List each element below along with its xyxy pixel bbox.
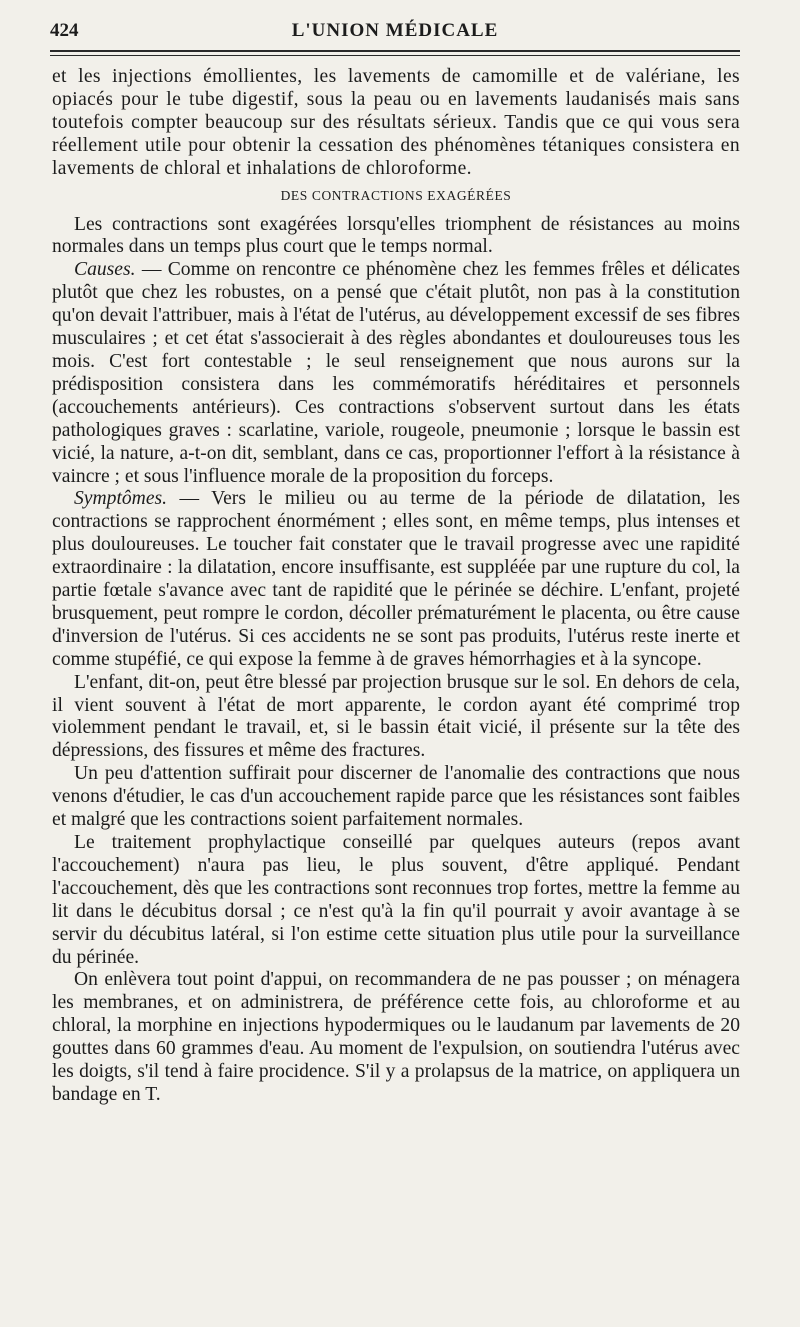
paragraph-continuation: et les injections émollientes, les lavements de camomille et de valériane, les opiacés pour le tube digestif, sous la peau ou en lavements laudanisés mais sans toutefois compter beaucoup sur des résultats sérieux. Tandis que ce qui vous sera réellement utile pour obtenir la cessation des phénomènes tétaniques consistera en lavements de chloral et inhalations de chloroforme. [52,66,740,179]
causes-text: — Comme on rencontre ce phénomène chez les femmes frêles et délicates plutôt que chez les robustes, on a pensé que c'était plutôt, non pas à la constitution qu'on devait l'attribuer, mais à l'état de l'utérus, au développement excessif de ses fibres musculaires ; et cet état s'associerait à des règles abondantes et douloureuses tous les mois. C'est fort contestable ; le seul renseignement que nous aurons sur la prédisposition consistera dans les commémoratifs héréditaires et personnels (accouchements antérieurs). Ces contractions s'observent surtout dans les états pathologiques graves : scarlatine, variole, rougeole, pneumonie ; lorsque le bassin est vicié, la nature, a-t-on dit, semblant, dans ce cas, proportionner l'effort à la résistance à vaincre ; et sous l'influence morale de la proposition du forceps. [52,259,740,487]
header-rule-thin [50,55,740,56]
paragraph-diagnostic: Un peu d'attention suffirait pour discerner de l'anomalie des contractions que nous venons d'étudier, le cas d'un accouchement rapide parce que les résistances sont faibles et malgré que les contractions soient parfaitement normales. [52,763,740,831]
paragraph-traitement: Le traitement prophylactique conseillé par quelques auteurs (repos avant l'accouchement) n'aura pas lieu, le plus souvent, d'être appliqué. Pendant l'accouchement, dès que les contractions sont reconnues trop fortes, mettre la femme au lit dans le décubitus dorsal ; ce n'est qu'à la fin qu'il pourrait y avoir avantage à se servir du décubitus latéral, si l'on estime cette situation plus utile pour la surveillance du périnée. [52,832,740,968]
paragraph-symptomes [52,488,740,671]
paragraph-conduite: On enlèvera tout point d'appui, on recommandera de ne pas pousser ; on ménagera les membranes, et on administrera, de préférence cette fois, au chloroforme et au chloral, la morphine en injections hypodermiques ou le laudanum par lavements de 20 gouttes dans 60 grammes d'eau. Au moment de l'expulsion, on soutiendra l'utérus avec les doigts, s'il tend à faire procidence. S'il y a prolapsus de la matrice, on appliquera un bandage en T. [52,969,740,1105]
section-heading: DES CONTRACTIONS EXAGÉRÉES [280,187,512,203]
symptomes-text: — Vers le milieu ou au terme de la période de dilatation, les contractions se rapprochent énormément ; elles sont, en même temps, plus intenses et plus douloureuses. Le toucher fait constater que le travail progresse avec une rapidité extraordinaire : la dilatation, encore insuffisante, est suppléée par une rupture du col, la partie fœtale s'avance avec tant de rapidité que le périnée se déchire. L'enfant, projeté brusquement, peut rompre le cordon, décoller prématurément le placenta, ou être cause d'inversion de l'utérus. Si ces accidents ne se sont pas produits, l'utérus reste inerte et comme stupéfié, ce qui expose la femme à de graves hémorrhagies et à la syncope. [52,488,740,670]
header-rule [50,50,740,52]
symptomes-label: Symptômes. [74,488,168,510]
page-header [50,18,740,48]
paragraph-enfant: L'enfant, dit-on, peut être blessé par projection brusque sur le sol. En dehors de cela, il vient souvent à l'état de mort apparente, le cordon ayant été comprimé trop violemment pendant le travail, et, si le bassin était vicié, il présente sur la tête des dépressions, des fissures et même des fractures. [52,671,740,762]
journal-title: L'UNION MÉDICALE [291,20,499,41]
paragraph-definition: Les contractions sont exagérées lorsqu'elles triomphent de résistances au moins normales dans un temps plus court que le temps normal. [52,213,740,258]
causes-label: Causes. [74,259,136,281]
page-number: 424 [50,20,79,41]
paragraph-causes [52,259,740,488]
article-body [52,66,740,1107]
